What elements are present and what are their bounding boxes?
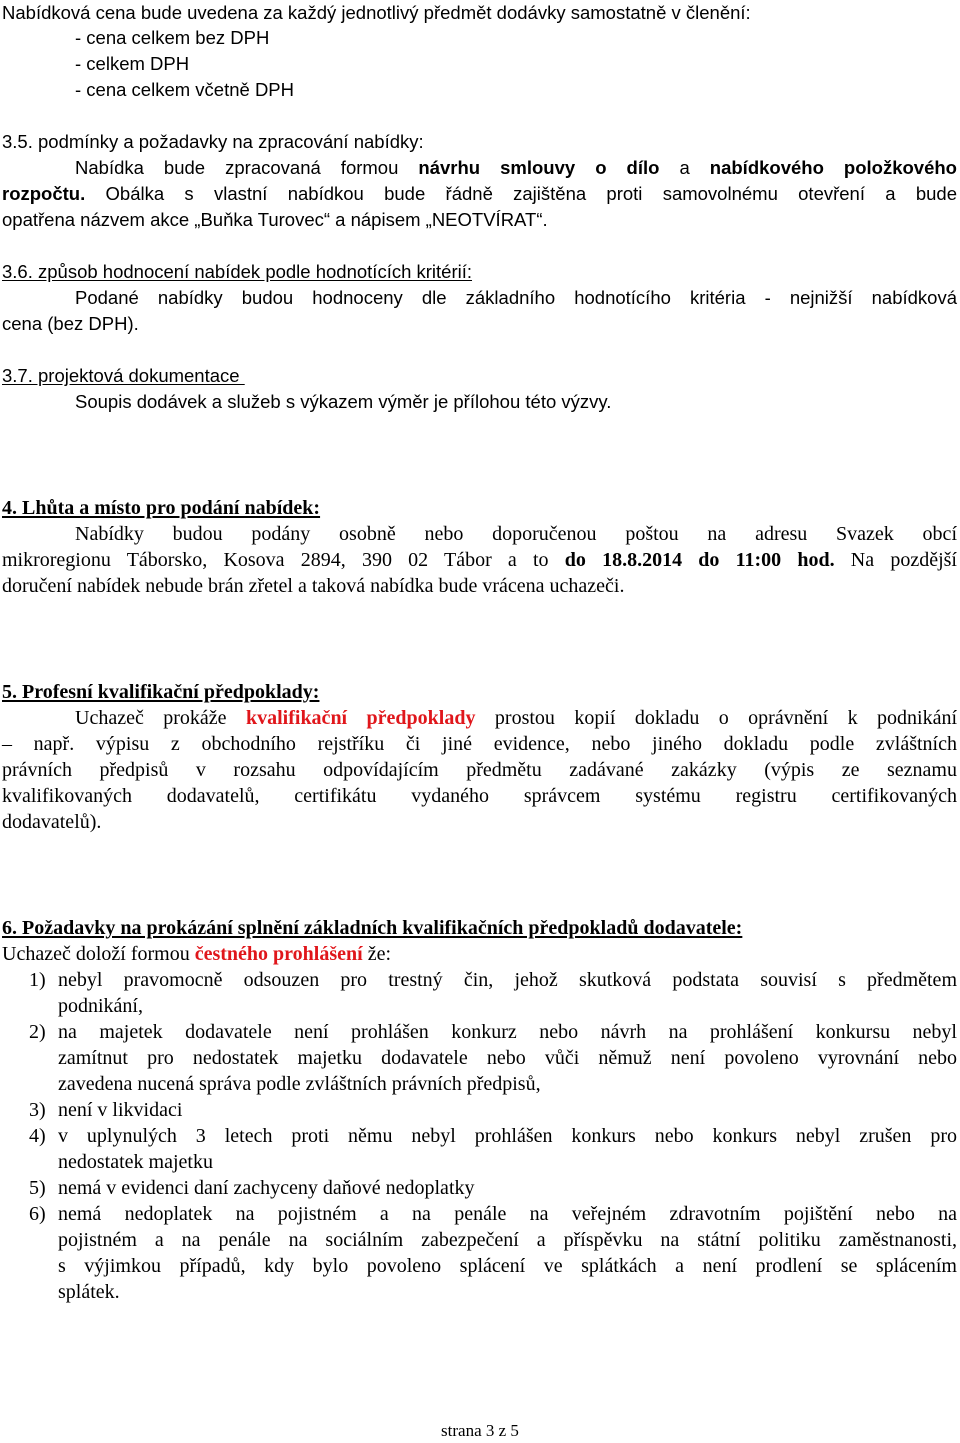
section-5-line: právních předpisů v rozsahu odpovídajícím předmětu zadávané zakázky (výpis ze seznamu (2, 759, 957, 781)
list-item-number: 6) (29, 1203, 46, 1225)
section-5-line: dodavatelů). (2, 811, 102, 833)
bold-run: nabídkového položkového (709, 157, 957, 178)
section-5-line: kvalifikovaných dodavatelů, certifikátu vydaného správcem systému registru certifikovaných (2, 785, 957, 807)
list-item-line: v uplynulých 3 letech proti němu nebyl prohlášen konkurs nebo konkurs nebyl zrušen pro (58, 1125, 957, 1147)
heading-text: 4. Lhůta a místo pro podání nabídek: (2, 497, 321, 519)
section-3-7-line: Soupis dodávek a služeb s výkazem výměr je přílohou této výzvy. (75, 391, 612, 412)
section-3-6-line: cena (bez DPH). (2, 313, 139, 334)
deadline: do 18.8.2014 do 11:00 hod. (564, 549, 835, 571)
section-4-line: Nabídky budou podány osobně nebo doporučenou poštou na adresu Svazek obcí (75, 523, 957, 545)
list-item-line: nemá nedoplatek na pojistném a na penále na veřejném zdravotním pojištění nebo na (58, 1203, 957, 1225)
section-heading-6 (2, 915, 742, 941)
list-item-number: 5) (29, 1177, 46, 1199)
highlighted-run: čestného prohlášení (194, 943, 363, 965)
heading-text: 5. Profesní kvalifikační předpoklady: (2, 681, 320, 703)
section-heading-3-7 (2, 363, 245, 389)
text-run: Obálka s vlastní nabídkou bude řádně zajištěna proti samovolnému otevření a bude (85, 183, 957, 204)
section-heading-3-6 (2, 259, 472, 285)
page-number: strana 3 z 5 (441, 1421, 519, 1440)
list-item-line: zavedena nucená správa podle zvláštních právních předpisů, (58, 1073, 541, 1095)
bold-run: návrhu smlouvy o dílo (418, 157, 660, 178)
list-item-line: na majetek dodavatele není prohlášen konkurz nebo návrh na prohlášení konkursu nebyl (58, 1021, 957, 1043)
heading-text: 6. Požadavky na prokázání splnění základních kvalifikačních předpokladů dodavatele: (2, 917, 743, 939)
list-item-number: 1) (29, 969, 46, 991)
list-item-number: 4) (29, 1125, 46, 1147)
section-heading-4 (2, 495, 320, 521)
section-5-line: – např. výpisu z obchodního rejstříku či jiné evidence, nebo jiného dokladu podle zvláštních (2, 733, 957, 755)
text-run: mikroregionu Táborsko, Kosova 2894, 390 02 Tábor a to (2, 549, 565, 571)
section-4-line: doručení nabídek nebude brán zřetel a taková nabídka bude vrácena uchazeči. (2, 575, 625, 597)
text-run: Uchazeč doloží formou (2, 943, 195, 965)
list-item-line: nedostatek majetku (58, 1151, 213, 1173)
section-3-5-line (2, 181, 957, 207)
section-heading-3-5: 3.5. podmínky a požadavky na zpracování nabídky: (2, 131, 424, 152)
list-item-line: zamítnut pro nedostatek majetku dodavatele nebo vůči němuž není povoleno vyrovnání nebo (58, 1047, 957, 1069)
section-6-intro (2, 941, 391, 967)
text-run: a (659, 157, 710, 178)
list-item-line: pojistném a na penále na sociálním zabezpečení a příspěvku na státní politiku zaměstnanosti, (58, 1229, 957, 1251)
section-heading-5 (2, 679, 319, 705)
list-item-line: s výjimkou případů, kdy bylo povoleno splácení ve splátkách a není prodlení se splácením (58, 1255, 957, 1277)
heading-text: 3.7. projektová dokumentace (2, 365, 245, 386)
section-3-5-line: opatřena názvem akce „Buňka Turovec“ a nápisem „NEOTVÍRAT“. (2, 209, 548, 230)
highlighted-run: kvalifikační předpoklady (245, 707, 476, 729)
text-run: prostou kopií dokladu o oprávnění k podnikání (475, 707, 957, 729)
price-item: - cena celkem včetně DPH (75, 79, 295, 100)
price-item: - celkem DPH (75, 53, 190, 74)
list-item-line: nebyl pravomocně odsouzen pro trestný čin, jehož skutková podstata souvisí s předmětem (58, 969, 957, 991)
list-item-line: podnikání, (58, 995, 143, 1017)
section-5-line (75, 705, 957, 731)
list-item-number: 2) (29, 1021, 46, 1043)
list-item-line: není v likvidaci (58, 1099, 183, 1121)
section-3-5-line (75, 155, 957, 181)
bold-run: rozpočtu. (2, 183, 86, 204)
text-run: Nabídka bude zpracovaná formou (75, 157, 419, 178)
section-3-6-line: Podané nabídky budou hodnoceny dle základního hodnotícího kritéria - nejnižší nabídková (75, 287, 957, 308)
price-intro: Nabídková cena bude uvedena za každý jednotlivý předmět dodávky samostatně v členění: (2, 2, 751, 23)
price-item: - cena celkem bez DPH (75, 27, 270, 48)
text-run: Uchazeč prokáže (75, 707, 246, 729)
list-item-line: splátek. (58, 1281, 120, 1303)
text-run: že: (362, 943, 391, 965)
section-4-line (2, 547, 957, 573)
list-item-number: 3) (29, 1099, 46, 1121)
heading-text: 3.6. způsob hodnocení nabídek podle hodnotících kritérií: (2, 261, 473, 282)
text-run: Na pozdější (834, 549, 957, 571)
list-item-line: nemá v evidenci daní zachyceny daňové nedoplatky (58, 1177, 475, 1199)
